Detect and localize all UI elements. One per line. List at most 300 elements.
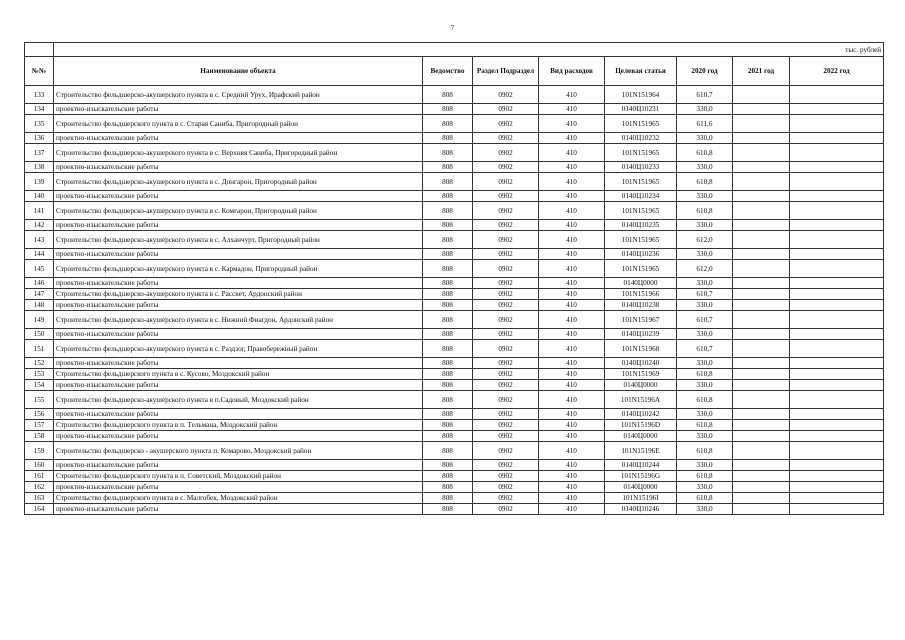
row-2022	[790, 340, 884, 358]
table-row	[25, 380, 884, 391]
row-vedomstvo: 808	[423, 249, 473, 260]
row-vid-rashodov: 410	[539, 162, 605, 173]
row-vid-rashodov: 410	[539, 278, 605, 289]
table-row	[25, 311, 884, 329]
row-name: проектно-изыскательские работы	[54, 104, 423, 115]
row-2022	[790, 133, 884, 144]
row-2020: 330,0	[677, 358, 733, 369]
row-razdel: 0902	[473, 311, 539, 329]
row-razdel: 0902	[473, 358, 539, 369]
row-2021	[733, 380, 790, 391]
row-2020: 610,7	[677, 340, 733, 358]
row-2022	[790, 173, 884, 191]
row-razdel: 0902	[473, 220, 539, 231]
row-vedomstvo: 808	[423, 231, 473, 249]
header-name: Наименование объекта	[54, 57, 423, 86]
row-2022	[790, 162, 884, 173]
row-2022	[790, 289, 884, 300]
table-row	[25, 104, 884, 115]
row-vedomstvo: 808	[423, 278, 473, 289]
row-vid-rashodov: 410	[539, 420, 605, 431]
row-name: Строительство фельдшерско-акушерского пункта в с. Раздзог, Правобережный район	[54, 340, 423, 358]
row-2022	[790, 220, 884, 231]
row-vedomstvo: 808	[423, 493, 473, 504]
row-number: 152	[25, 358, 54, 369]
row-2021	[733, 173, 790, 191]
header-row	[25, 57, 884, 86]
row-2021	[733, 249, 790, 260]
row-vedomstvo: 808	[423, 173, 473, 191]
row-2020: 330,0	[677, 409, 733, 420]
row-2021	[733, 493, 790, 504]
row-celevaya-statya: 101N15196D	[605, 420, 677, 431]
row-razdel: 0902	[473, 173, 539, 191]
row-vedomstvo: 808	[423, 133, 473, 144]
row-2021	[733, 220, 790, 231]
row-razdel: 0902	[473, 202, 539, 220]
header-2020: 2020 год	[677, 57, 733, 86]
row-celevaya-statya: 101N151965	[605, 115, 677, 133]
row-name: проектно-изыскательские работы	[54, 482, 423, 493]
row-number: 146	[25, 278, 54, 289]
row-number: 140	[25, 191, 54, 202]
row-2021	[733, 144, 790, 162]
row-number: 153	[25, 369, 54, 380]
row-name: Строительство фельдшерско-акушерского пункта в с. Средний Урух, Ирафский район	[54, 86, 423, 104]
row-2022	[790, 311, 884, 329]
row-razdel: 0902	[473, 482, 539, 493]
row-vedomstvo: 808	[423, 260, 473, 278]
row-razdel: 0902	[473, 144, 539, 162]
row-2022	[790, 260, 884, 278]
table-row	[25, 278, 884, 289]
row-2022	[790, 442, 884, 460]
row-vid-rashodov: 410	[539, 202, 605, 220]
page-number: 7	[450, 24, 455, 32]
row-vid-rashodov: 410	[539, 431, 605, 442]
row-number: 148	[25, 300, 54, 311]
row-2022	[790, 86, 884, 104]
row-2021	[733, 115, 790, 133]
row-celevaya-statya: 101N151965	[605, 260, 677, 278]
row-celevaya-statya: 101N151965	[605, 202, 677, 220]
row-number: 145	[25, 260, 54, 278]
row-razdel: 0902	[473, 420, 539, 431]
table-row	[25, 482, 884, 493]
table-row	[25, 289, 884, 300]
row-2022	[790, 493, 884, 504]
row-2020: 610,8	[677, 369, 733, 380]
row-razdel: 0902	[473, 504, 539, 515]
row-number: 155	[25, 391, 54, 409]
row-vid-rashodov: 410	[539, 358, 605, 369]
row-number: 161	[25, 471, 54, 482]
row-2022	[790, 391, 884, 409]
row-name: Строительство фельдшерско-акушерского пункта в с. Комгарон, Пригородный район	[54, 202, 423, 220]
row-vid-rashodov: 410	[539, 133, 605, 144]
row-2020: 330,0	[677, 329, 733, 340]
row-vedomstvo: 808	[423, 340, 473, 358]
row-vid-rashodov: 410	[539, 300, 605, 311]
row-2021	[733, 202, 790, 220]
header-vedomstvo: Ведомство	[423, 57, 473, 86]
row-celevaya-statya: 101N15196E	[605, 442, 677, 460]
row-name: проектно-изыскательские работы	[54, 409, 423, 420]
row-2020: 330,0	[677, 460, 733, 471]
row-vid-rashodov: 410	[539, 493, 605, 504]
row-2022	[790, 329, 884, 340]
row-name: Строительство фельдшерского пункта в с. Старая Саниба, Пригородный район	[54, 115, 423, 133]
row-vid-rashodov: 410	[539, 471, 605, 482]
row-vedomstvo: 808	[423, 162, 473, 173]
row-2020: 610,7	[677, 86, 733, 104]
row-2022	[790, 471, 884, 482]
row-number: 137	[25, 144, 54, 162]
row-2020: 610,8	[677, 442, 733, 460]
row-celevaya-statya: 0140Ц0000	[605, 431, 677, 442]
row-number: 141	[25, 202, 54, 220]
row-razdel: 0902	[473, 431, 539, 442]
table-row	[25, 115, 884, 133]
row-2020: 330,0	[677, 278, 733, 289]
row-name: Строительство фельдшерско-акушерского пункта в с. Верхняя Саниба, Пригородный район	[54, 144, 423, 162]
row-2021	[733, 409, 790, 420]
row-number: 154	[25, 380, 54, 391]
table-row	[25, 391, 884, 409]
row-vedomstvo: 808	[423, 289, 473, 300]
row-number: 136	[25, 133, 54, 144]
row-razdel: 0902	[473, 231, 539, 249]
row-2021	[733, 471, 790, 482]
row-vedomstvo: 808	[423, 220, 473, 231]
row-razdel: 0902	[473, 493, 539, 504]
table-row	[25, 231, 884, 249]
row-name: Строительство фельдшерско-акушерского пункта в с. Нижний Фиагдон, Ардонский район	[54, 311, 423, 329]
budget-table	[24, 42, 884, 515]
row-number: 143	[25, 231, 54, 249]
row-vedomstvo: 808	[423, 144, 473, 162]
row-name: проектно-изыскательские работы	[54, 358, 423, 369]
row-celevaya-statya: 101N151964	[605, 86, 677, 104]
row-celevaya-statya: 0140Ц10240	[605, 358, 677, 369]
row-vid-rashodov: 410	[539, 504, 605, 515]
row-number: 151	[25, 340, 54, 358]
row-2021	[733, 420, 790, 431]
row-2022	[790, 431, 884, 442]
row-vid-rashodov: 410	[539, 231, 605, 249]
row-vid-rashodov: 410	[539, 173, 605, 191]
row-name: проектно-изыскательские работы	[54, 300, 423, 311]
row-2021	[733, 104, 790, 115]
row-2022	[790, 278, 884, 289]
table-row	[25, 191, 884, 202]
row-2022	[790, 460, 884, 471]
row-2020: 330,0	[677, 104, 733, 115]
row-razdel: 0902	[473, 300, 539, 311]
row-2020: 610,7	[677, 311, 733, 329]
row-razdel: 0902	[473, 340, 539, 358]
row-name: Строительство фельдшерско-акушерского пункта в с. Алханчурт, Пригородный район	[54, 231, 423, 249]
row-2021	[733, 482, 790, 493]
row-name: проектно-изыскательские работы	[54, 504, 423, 515]
row-number: 157	[25, 420, 54, 431]
row-2021	[733, 391, 790, 409]
table-row	[25, 358, 884, 369]
row-number: 149	[25, 311, 54, 329]
table-row	[25, 431, 884, 442]
row-name: Строительство фельдшерского пункта в с. Кусово, Моздокский район	[54, 369, 423, 380]
row-2022	[790, 504, 884, 515]
row-razdel: 0902	[473, 278, 539, 289]
row-2020: 330,0	[677, 133, 733, 144]
row-celevaya-statya: 101N15196I	[605, 493, 677, 504]
units-row	[25, 43, 884, 57]
row-name: проектно-изыскательские работы	[54, 460, 423, 471]
row-vid-rashodov: 410	[539, 249, 605, 260]
row-2020: 612,0	[677, 260, 733, 278]
row-celevaya-statya: 101N15196G	[605, 471, 677, 482]
row-2022	[790, 358, 884, 369]
row-2020: 610,8	[677, 144, 733, 162]
row-name: проектно-изыскательские работы	[54, 249, 423, 260]
row-2020: 610,8	[677, 391, 733, 409]
table-row	[25, 369, 884, 380]
row-vid-rashodov: 410	[539, 380, 605, 391]
row-vid-rashodov: 410	[539, 86, 605, 104]
row-2020: 610,8	[677, 493, 733, 504]
row-vedomstvo: 808	[423, 369, 473, 380]
row-vedomstvo: 808	[423, 460, 473, 471]
row-2022	[790, 300, 884, 311]
row-name: проектно-изыскательские работы	[54, 133, 423, 144]
row-number: 156	[25, 409, 54, 420]
table-row	[25, 442, 884, 460]
row-vedomstvo: 808	[423, 409, 473, 420]
row-vid-rashodov: 410	[539, 191, 605, 202]
row-number: 158	[25, 431, 54, 442]
row-2021	[733, 278, 790, 289]
row-2021	[733, 442, 790, 460]
row-celevaya-statya: 0140Ц0000	[605, 278, 677, 289]
row-celevaya-statya: 101N151965	[605, 231, 677, 249]
row-number: 142	[25, 220, 54, 231]
row-name: проектно-изыскательские работы	[54, 191, 423, 202]
row-celevaya-statya: 0140Ц10235	[605, 220, 677, 231]
row-celevaya-statya: 101N151965	[605, 173, 677, 191]
row-razdel: 0902	[473, 369, 539, 380]
table-row	[25, 202, 884, 220]
header-2022: 2022 год	[790, 57, 884, 86]
row-name: проектно-изыскательские работы	[54, 380, 423, 391]
table-row	[25, 420, 884, 431]
row-2020: 330,0	[677, 162, 733, 173]
table-row	[25, 173, 884, 191]
row-celevaya-statya: 0140Ц0000	[605, 380, 677, 391]
row-2020: 330,0	[677, 431, 733, 442]
row-vid-rashodov: 410	[539, 340, 605, 358]
row-2022	[790, 104, 884, 115]
row-number: 147	[25, 289, 54, 300]
row-2021	[733, 191, 790, 202]
row-razdel: 0902	[473, 162, 539, 173]
row-name: проектно-изыскательские работы	[54, 278, 423, 289]
row-number: 133	[25, 86, 54, 104]
table-row	[25, 162, 884, 173]
row-vid-rashodov: 410	[539, 115, 605, 133]
row-vid-rashodov: 410	[539, 409, 605, 420]
row-vid-rashodov: 410	[539, 144, 605, 162]
row-2022	[790, 115, 884, 133]
row-vid-rashodov: 410	[539, 329, 605, 340]
row-name: Строительство фельдшерского пункта в с. Малгобек, Моздокский район	[54, 493, 423, 504]
row-celevaya-statya: 0140Ц10238	[605, 300, 677, 311]
row-name: Строительство фельдшерско - акушерского пункта п. Комарово, Моздокский район	[54, 442, 423, 460]
row-vid-rashodov: 410	[539, 391, 605, 409]
row-razdel: 0902	[473, 249, 539, 260]
row-2021	[733, 460, 790, 471]
row-2022	[790, 249, 884, 260]
table-row	[25, 504, 884, 515]
row-2021	[733, 300, 790, 311]
row-name: Строительство фельдшерско-акушерского пункта в с. Кармадон, Пригородный район	[54, 260, 423, 278]
row-vid-rashodov: 410	[539, 220, 605, 231]
row-2022	[790, 191, 884, 202]
row-vedomstvo: 808	[423, 482, 473, 493]
row-2022	[790, 202, 884, 220]
row-2021	[733, 289, 790, 300]
row-2022	[790, 380, 884, 391]
row-razdel: 0902	[473, 380, 539, 391]
row-vedomstvo: 808	[423, 191, 473, 202]
row-razdel: 0902	[473, 442, 539, 460]
table-row	[25, 329, 884, 340]
row-vid-rashodov: 410	[539, 482, 605, 493]
row-razdel: 0902	[473, 86, 539, 104]
table-row	[25, 493, 884, 504]
row-2020: 611,6	[677, 115, 733, 133]
row-celevaya-statya: 101N151968	[605, 340, 677, 358]
row-2022	[790, 420, 884, 431]
row-vedomstvo: 808	[423, 115, 473, 133]
row-vedomstvo: 808	[423, 471, 473, 482]
row-razdel: 0902	[473, 471, 539, 482]
row-2021	[733, 231, 790, 249]
row-2022	[790, 231, 884, 249]
row-vid-rashodov: 410	[539, 460, 605, 471]
row-vedomstvo: 808	[423, 86, 473, 104]
row-2021	[733, 311, 790, 329]
units-label: тыс. рублей	[54, 43, 884, 57]
row-celevaya-statya: 0140Ц10233	[605, 162, 677, 173]
table-row	[25, 460, 884, 471]
row-razdel: 0902	[473, 329, 539, 340]
row-razdel: 0902	[473, 460, 539, 471]
row-2021	[733, 358, 790, 369]
row-vid-rashodov: 410	[539, 104, 605, 115]
table-row	[25, 471, 884, 482]
row-razdel: 0902	[473, 133, 539, 144]
row-2020: 612,0	[677, 231, 733, 249]
row-razdel: 0902	[473, 260, 539, 278]
row-celevaya-statya: 101N151969	[605, 369, 677, 380]
row-number: 164	[25, 504, 54, 515]
row-razdel: 0902	[473, 115, 539, 133]
row-2021	[733, 504, 790, 515]
table-row	[25, 249, 884, 260]
row-celevaya-statya: 0140Ц10239	[605, 329, 677, 340]
row-number: 162	[25, 482, 54, 493]
table-row	[25, 220, 884, 231]
table-row	[25, 340, 884, 358]
table-row	[25, 409, 884, 420]
row-razdel: 0902	[473, 289, 539, 300]
row-vedomstvo: 808	[423, 104, 473, 115]
row-2022	[790, 409, 884, 420]
row-vedomstvo: 808	[423, 358, 473, 369]
header-vid-rashodov: Вид расходов	[539, 57, 605, 86]
row-2020: 330,0	[677, 191, 733, 202]
row-celevaya-statya: 0140Ц10246	[605, 504, 677, 515]
row-name: Строительство фельдшерского пункта в п. Советский, Моздокский район	[54, 471, 423, 482]
header-no: №№	[25, 57, 54, 86]
row-number: 135	[25, 115, 54, 133]
row-celevaya-statya: 101N15196A	[605, 391, 677, 409]
row-vid-rashodov: 410	[539, 311, 605, 329]
row-razdel: 0902	[473, 409, 539, 420]
row-celevaya-statya: 0140Ц10232	[605, 133, 677, 144]
row-2020: 330,0	[677, 482, 733, 493]
row-celevaya-statya: 0140Ц0000	[605, 482, 677, 493]
row-number: 150	[25, 329, 54, 340]
row-2021	[733, 369, 790, 380]
row-celevaya-statya: 101N151967	[605, 311, 677, 329]
row-name: проектно-изыскательские работы	[54, 162, 423, 173]
row-celevaya-statya: 0140Ц10244	[605, 460, 677, 471]
row-celevaya-statya: 0140Ц10231	[605, 104, 677, 115]
row-celevaya-statya: 0140Ц10234	[605, 191, 677, 202]
row-2020: 330,0	[677, 504, 733, 515]
row-number: 138	[25, 162, 54, 173]
row-2020: 610,8	[677, 471, 733, 482]
units-spacer	[25, 43, 54, 57]
row-name: Строительство фельдшерского пункта в п. Тельмана, Моздокский район	[54, 420, 423, 431]
row-2020: 330,0	[677, 380, 733, 391]
table-row	[25, 260, 884, 278]
row-celevaya-statya: 0140Ц10242	[605, 409, 677, 420]
row-razdel: 0902	[473, 191, 539, 202]
row-vedomstvo: 808	[423, 420, 473, 431]
row-vedomstvo: 808	[423, 504, 473, 515]
row-vid-rashodov: 410	[539, 369, 605, 380]
row-number: 134	[25, 104, 54, 115]
row-vid-rashodov: 410	[539, 289, 605, 300]
row-2020: 610,8	[677, 420, 733, 431]
row-vedomstvo: 808	[423, 380, 473, 391]
table-row	[25, 133, 884, 144]
header-2021: 2021 год	[733, 57, 790, 86]
row-number: 163	[25, 493, 54, 504]
row-2022	[790, 482, 884, 493]
header-celevaya-statya: Целевая статья	[605, 57, 677, 86]
row-number: 139	[25, 173, 54, 191]
row-2021	[733, 431, 790, 442]
row-2022	[790, 144, 884, 162]
row-2020: 610,8	[677, 173, 733, 191]
row-vedomstvo: 808	[423, 202, 473, 220]
row-2021	[733, 86, 790, 104]
row-vedomstvo: 808	[423, 391, 473, 409]
row-vedomstvo: 808	[423, 442, 473, 460]
